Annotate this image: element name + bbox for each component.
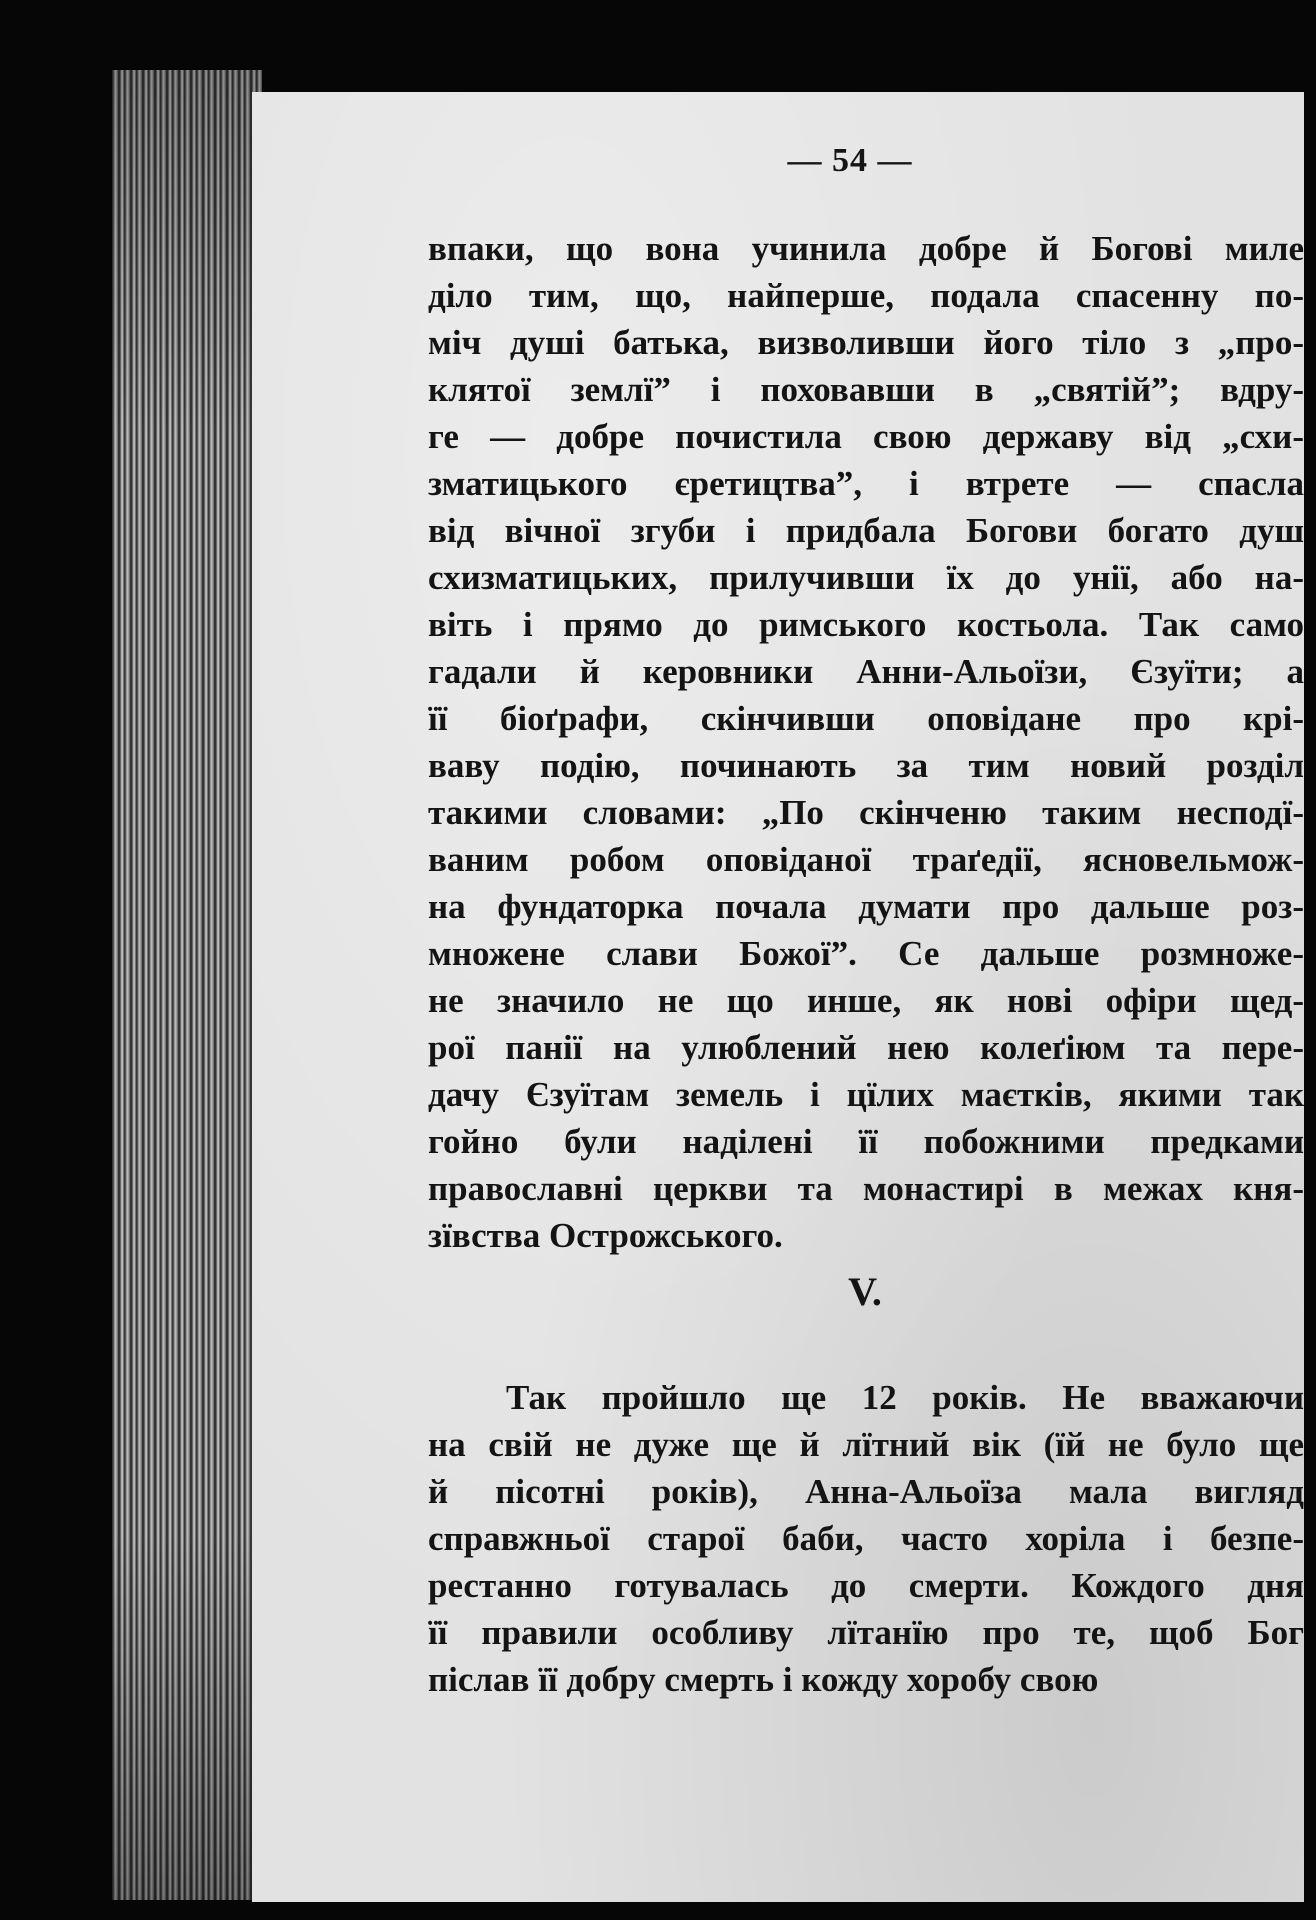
text-line: й пісотні років), Анна-Альоїза мала вигляд (428, 1472, 1304, 1511)
paragraph-1 (428, 225, 1304, 1259)
text-line: діло тим, що, найперше, подала спасенну по- (428, 276, 1304, 315)
text-line: ге — добре почистила свою державу від „схи- (428, 417, 1304, 456)
text-line: ваним робом оповіданої траґедії, ясновельмож- (428, 840, 1304, 879)
section-heading: V. (848, 1269, 882, 1314)
text-line: клятої землї” і поховавши в „святій”; вдру- (428, 370, 1304, 409)
text-line: не значило не що инше, як нові офіри щед- (428, 981, 1304, 1020)
text-line: від вічної згуби і придбала Богови богато душ (428, 511, 1304, 550)
page-number: — 54 — (787, 142, 913, 179)
text-line: на фундаторка почала думати про дальше роз- (428, 887, 1304, 926)
text-line: православні церкви та монастирі в межах кня- (428, 1169, 1304, 1208)
text-line: зматицького єретицтва”, і втрете — спасла (428, 464, 1304, 503)
text-line: віть і прямо до римського костьола. Так само (428, 605, 1304, 644)
text-line: рестанно готувалась до смерти. Кождого дня (428, 1566, 1304, 1605)
text-line: гадали й керовники Анни-Альоїзи, Єзуїти; а (428, 652, 1304, 691)
text-line: її біоґрафи, скінчивши оповідане про крі- (428, 699, 1304, 738)
text-line: на свій не дуже ще й лїтний вік (їй не було ще (428, 1425, 1304, 1464)
text-line: гойно були наділені її побожними предками (428, 1122, 1304, 1161)
text-line: дачу Єзуїтам земель і цїлих маєтків, якими так (428, 1075, 1304, 1114)
paragraph-2 (428, 1374, 1304, 1703)
text-line: міч душі батька, визволивши його тіло з „про- (428, 323, 1304, 362)
text-line: її правили особливу лїтанїю про те, щоб Бог (428, 1613, 1304, 1652)
page-edges-shadow (112, 70, 262, 1900)
text-line: такими словами: „По скінченю таким несподї- (428, 793, 1304, 832)
text-line: рої панії на улюблений нею колеґіюм та пере- (428, 1028, 1304, 1067)
text-line: справжньої старої баби, часто хоріла і безпе- (428, 1519, 1304, 1558)
text-line: післав її добру смерть і кожду хоробу свою (428, 1660, 1099, 1699)
text-line: впаки, що вона учинила добре й Богові миле (428, 229, 1304, 268)
text-line: Так пройшло ще 12 років. Не вважаючи (506, 1378, 1304, 1417)
text-line: множене слави Божої”. Се дальше розмноже- (428, 934, 1304, 973)
text-line: ваву подію, починають за тим новий розділ (428, 746, 1304, 785)
text-line: зївства Острожського. (428, 1216, 783, 1255)
text-line: схизматицьких, прилучивши їх до унії, або на- (428, 558, 1304, 597)
